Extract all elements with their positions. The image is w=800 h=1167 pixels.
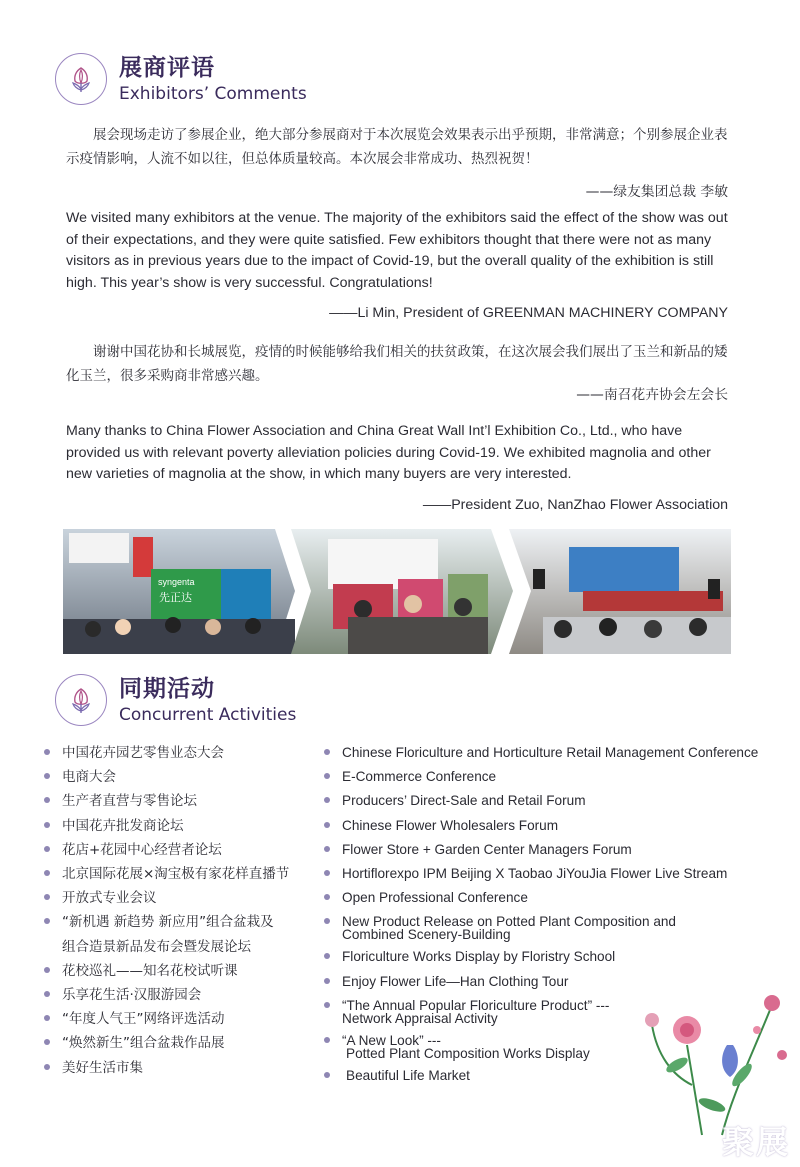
activity-cn-item: 北京国际花展×淘宝极有家花样直播节 [44,862,324,886]
photo-booth-syngenta [63,529,295,654]
activity-en-item: Beautiful Life Market [324,1064,764,1088]
activity-cn-item: 生产者直营与零售论坛 [44,789,324,813]
activity-cn-item: 花校巡礼——知名花校试听课 [44,959,324,983]
activities-header [55,674,296,726]
activity-cn-item: 中国花卉批发商论坛 [44,814,324,838]
exhibition-photos [63,529,731,654]
activity-en-item-multiline: “The Annual Popular Floriculture Product” --- Network Appraisal Activity [324,994,764,1029]
signature2-en: ——President Zuo, NanZhao Flower Association [422,497,728,513]
activity-en-item: Chinese Flower Wholesalers Forum [324,814,764,838]
comment1-en: We visited many exhibitors at the venue. The majority of the exhibitors said the effect of the show was out of their expectations, and they were quite satisfied. Few exhibitors thought that there were not as many visitors as in previous years due to the impact of Covid-19, but the overall quality of the exhibition is still high. This year’s show is very successful. Congratulations! [66,210,728,291]
signature1-cn: ——绿友集团总裁 李敏 [585,184,728,200]
activity-cn-item: 花店+花园中心经营者论坛 [44,838,324,862]
activity-cn-item-cont: 组合造景新品发布会暨发展论坛 [62,938,251,955]
activity-en-item-multiline: New Product Release on Potted Plant Composition and Combined Scenery-Building [324,910,764,945]
activity-cn-item: 中国花卉园艺零售业态大会 [44,741,324,765]
activity-cn-item: “新机遇 新趋势 新应用”组合盆栽及 [44,910,324,934]
activities-list-cn [44,741,324,1080]
comment2-cn: 谢谢中国花协和长城展览，疫情的时候能够给我们相关的扶贫政策，在这次展会我们展出了玉兰和新品的矮化玉兰，很多采购商非常感兴趣。 [66,344,728,384]
photo-conference-stage [509,529,731,654]
activity-cn-item: “年度人气王”网络评选活动 [44,1007,324,1031]
activity-cn-item: 电商大会 [44,765,324,789]
activity-en-item: Open Professional Conference [324,886,764,910]
activity-en-item: E-Commerce Conference [324,765,764,789]
activity-en-item-multiline: “A New Look” --- Potted Plant Composition Works Display [324,1029,764,1064]
exhibitors-title-en: Exhibitors’ Comments [119,84,307,104]
tulip-logo-icon [55,674,107,726]
photo-sign-cn: 先正达 [159,591,192,604]
activity-cn-item: 乐享花生活·汉服游园会 [44,983,324,1007]
activity-en-item: Producers’ Direct-Sale and Retail Forum [324,789,764,813]
signature1-en: ——Li Min, President of GREENMAN MACHINERY COMPANY [329,305,728,321]
activity-en-item: Floriculture Works Display by Floristry School [324,945,764,969]
activities-title-cn: 同期活动 [119,676,215,702]
comment2-en: Many thanks to China Flower Association and China Great Wall Int’l Exhibition Co., Ltd., who have provided us with relevant poverty alleviation policies during Covid-19. We exhibited magnolia and other new varieties of magnolia at the show, in which many buyers are very interested. [66,423,711,482]
activity-cn-item: 开放式专业会议 [44,886,324,910]
activity-en-item: Chinese Floriculture and Horticulture Retail Management Conference [324,741,764,765]
photo-flower-display [291,529,513,654]
watermark-logo: 聚展 [721,1123,790,1161]
activities-title-en: Concurrent Activities [119,705,297,725]
activity-en-item: Flower Store + Garden Center Managers Forum [324,838,764,862]
signature2-cn: ——南召花卉协会左会长 [576,387,728,403]
comment1-cn: 展会现场走访了参展企业，绝大部分参展商对于本次展览会效果表示出乎预期，非常满意；个别参展企业表示疫情影响，人流不如以往，但总体质量较高。本次展会非常成功、热烈祝贺！ [66,127,728,167]
tulip-logo-icon [55,53,107,105]
exhibitors-header [55,53,307,105]
exhibitors-title-cn: 展商评语 [119,55,215,81]
activity-cn-item: 美好生活市集 [44,1056,324,1080]
activity-en-item: Hortiflorexpo IPM Beijing X Taobao JiYouJia Flower Live Stream [324,862,764,886]
photo-sign-syngenta: syngenta [158,577,195,587]
activity-en-item: Enjoy Flower Life—Han Clothing Tour [324,970,764,994]
activity-cn-item: “焕然新生”组合盆栽作品展 [44,1031,324,1055]
